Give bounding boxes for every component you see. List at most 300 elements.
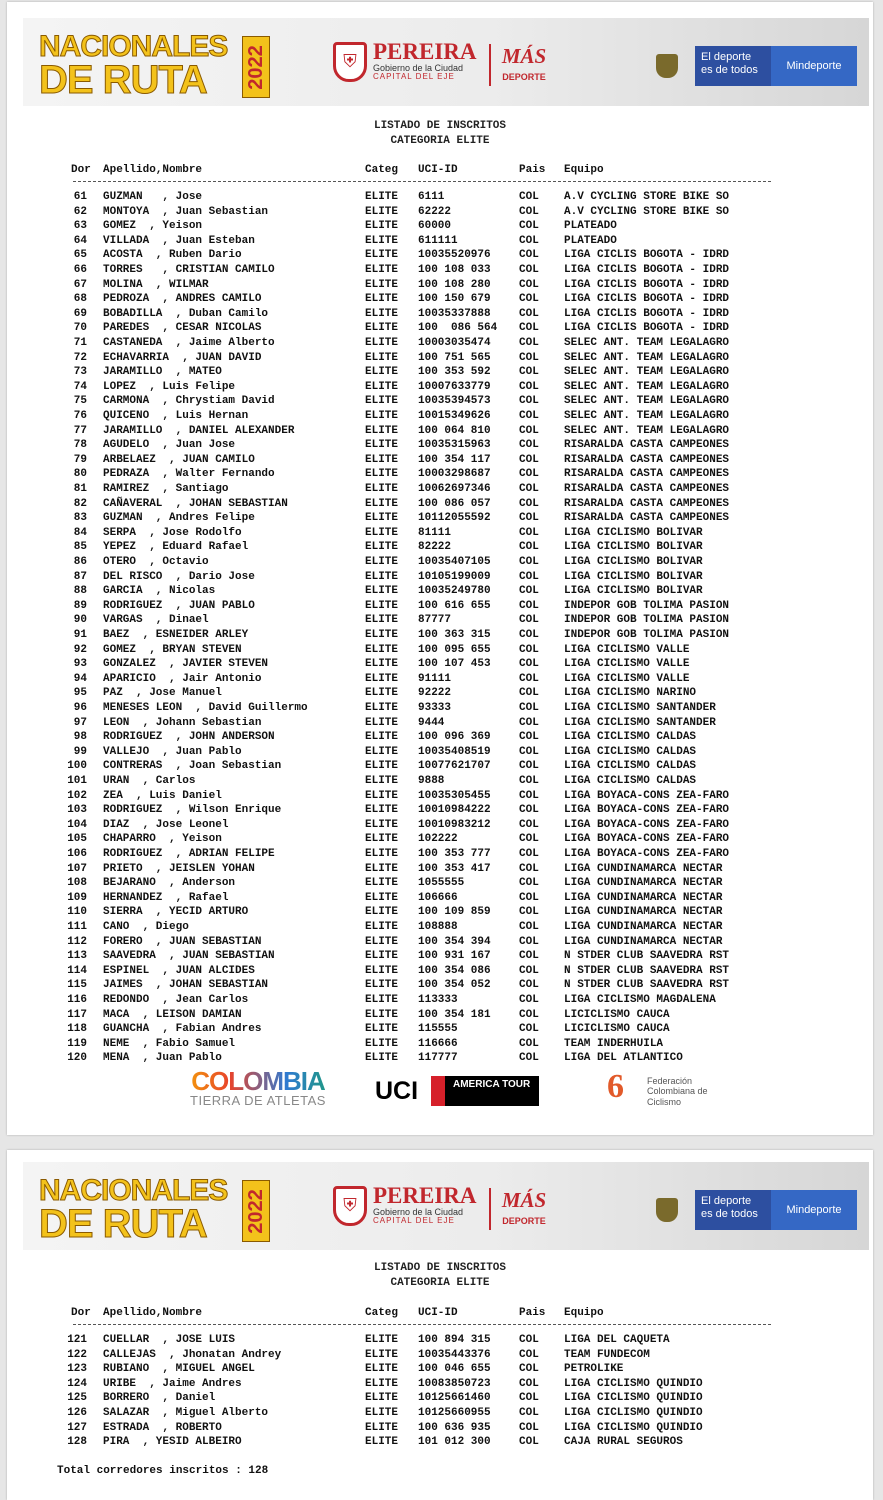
rider-team: A.V CYCLING STORE BIKE SO xyxy=(564,191,730,203)
rider-category: ELITE xyxy=(365,1334,399,1346)
rider-country: COL xyxy=(519,614,539,627)
event-title-line2: DE RUTA xyxy=(39,1202,207,1246)
rider-name: VARGAS , Dinael xyxy=(103,614,209,627)
rider-name: MACA , LEISON DAMIAN xyxy=(103,1008,242,1021)
rider-country: COL xyxy=(519,322,539,335)
rider-category: ELITE xyxy=(365,818,399,831)
rider-category: ELITE xyxy=(365,585,399,598)
col-categ: Categ xyxy=(365,164,399,176)
rider-name: JARAMILLO , MATEO xyxy=(103,366,222,379)
uci-id: 10035249780 xyxy=(418,585,491,598)
pereira-subtitle: Gobierno de la Ciudad xyxy=(373,63,464,73)
uci-id: 10015349626 xyxy=(418,410,491,422)
rider-team: SELEC ANT. TEAM LEGALAGRO xyxy=(564,395,730,408)
rider-country: COL xyxy=(519,964,539,977)
rider-country: COL xyxy=(519,351,539,364)
table-row xyxy=(65,438,825,453)
bib-number: 92 xyxy=(73,643,87,656)
rider-country: COL xyxy=(519,337,539,349)
uci-id: 116666 xyxy=(418,1037,458,1050)
rider-category: ELITE xyxy=(365,410,399,422)
uci-id: 10003298687 xyxy=(418,468,491,481)
bib-number: 86 xyxy=(73,556,87,568)
rider-team: TEAM FUNDECOM xyxy=(564,1348,650,1361)
rider-country: COL xyxy=(519,307,539,320)
table-row xyxy=(65,467,825,482)
rider-team: LIGA CICLISMO BOLIVAR xyxy=(564,541,703,554)
rider-name: AGUDELO , Juan Jose xyxy=(103,439,236,452)
rider-team: LIGA CICLISMO BOLIVAR xyxy=(564,570,703,583)
list-subtitle: CATEGORIA ELITE xyxy=(390,135,490,147)
rider-country: COL xyxy=(519,979,539,992)
rider-team: N STDER CLUB SAAVEDRA RST xyxy=(564,979,730,992)
pereira-tagline: CAPITAL DEL EJE xyxy=(373,72,455,82)
table-row xyxy=(65,380,825,395)
rider-team: RISARALDA CASTA CAMPEONES xyxy=(564,439,730,452)
uci-id: 62222 xyxy=(418,205,452,218)
bib-number: 85 xyxy=(73,541,87,554)
rider-category: ELITE xyxy=(365,950,399,963)
bib-number: 122 xyxy=(67,1348,87,1361)
uci-id: 10035443376 xyxy=(418,1348,491,1361)
table-row xyxy=(65,920,825,935)
rider-country: COL xyxy=(519,833,539,846)
table-row xyxy=(65,1008,825,1023)
rider-country: COL xyxy=(519,731,539,744)
rider-team: LIGA BOYACA-CONS ZEA-FARO xyxy=(564,818,730,831)
table-row xyxy=(65,672,825,687)
rider-category: ELITE xyxy=(365,672,399,685)
rider-name: APARICIO , Jair Antonio xyxy=(103,672,262,685)
uci-id: 6111 xyxy=(418,191,445,203)
logo-divider xyxy=(489,1188,491,1230)
bib-number: 91 xyxy=(73,629,87,641)
rider-country: COL xyxy=(519,745,539,758)
rider-team: LIGA CICLISMO CALDAS xyxy=(564,731,697,744)
event-year-badge xyxy=(242,1180,270,1242)
rider-name: RODRIGUEZ , JOHN ANDERSON xyxy=(103,731,275,744)
rider-category: ELITE xyxy=(365,483,399,495)
event-title-line2: DE RUTA xyxy=(39,58,207,102)
rider-country: COL xyxy=(519,556,539,568)
rider-country: COL xyxy=(519,541,539,554)
rider-team: LIGA BOYACA-CONS ZEA-FARO xyxy=(564,848,730,860)
uci-id: 100 096 369 xyxy=(418,731,491,744)
rider-category: ELITE xyxy=(365,570,399,583)
uci-id: 10035408519 xyxy=(418,745,491,758)
rider-name: ECHAVARRIA , JUAN DAVID xyxy=(103,351,262,364)
col-nombre: Apellido,Nombre xyxy=(103,164,203,176)
uci-id: 100 107 453 xyxy=(418,658,491,671)
table-row xyxy=(65,847,825,862)
rider-name: CALLEJAS , Jhonatan Andrey xyxy=(103,1348,282,1361)
rider-category: ELITE xyxy=(365,906,399,919)
uci-id: 10125661460 xyxy=(418,1392,491,1405)
bib-number: 93 xyxy=(73,658,87,671)
rider-country: COL xyxy=(519,789,539,802)
uci-id: 100 108 033 xyxy=(418,264,491,276)
rider-country: COL xyxy=(519,205,539,218)
colombia-crest-icon xyxy=(656,54,678,78)
rider-country: COL xyxy=(519,395,539,408)
rider-name: PEDRAZA , Walter Fernando xyxy=(103,468,275,481)
rider-name: GUZMAN , Andres Felipe xyxy=(103,512,255,525)
rider-category: ELITE xyxy=(365,1436,399,1449)
rider-country: COL xyxy=(519,410,539,422)
rider-category: ELITE xyxy=(365,1407,399,1419)
uci-id: 100 086 057 xyxy=(418,497,491,510)
uci-id: 100 354 086 xyxy=(418,964,491,977)
rider-team: LIGA CICLISMO CALDAS xyxy=(564,760,697,773)
bib-number: 98 xyxy=(73,731,87,744)
logo-divider xyxy=(489,44,491,86)
rider-team: LIGA CICLISMO QUINDIO xyxy=(564,1392,703,1405)
table-row xyxy=(65,394,825,409)
table-row xyxy=(65,453,825,468)
table-row xyxy=(65,336,825,351)
col-uci: UCI-ID xyxy=(418,164,458,176)
uci-id: 87777 xyxy=(418,614,452,627)
document-page-2 xyxy=(7,1150,873,1500)
rider-name: JAIMES , JOHAN SEBASTIAN xyxy=(103,979,269,992)
rider-country: COL xyxy=(519,1008,539,1021)
rider-team: LIGA CICLISMO CALDAS xyxy=(564,745,697,758)
rider-team: LIGA BOYACA-CONS ZEA-FARO xyxy=(564,833,730,846)
rider-country: COL xyxy=(519,264,539,276)
uci-id: 10010984222 xyxy=(418,804,491,817)
uci-id: 100 353 417 xyxy=(418,862,491,875)
rider-category: ELITE xyxy=(365,716,399,729)
rider-country: COL xyxy=(519,191,539,203)
rider-name: URAN , Carlos xyxy=(103,775,196,787)
table-row xyxy=(65,628,825,643)
rider-category: ELITE xyxy=(365,220,399,233)
uci-id: 611111 xyxy=(418,234,458,247)
table-row xyxy=(65,949,825,964)
uci-id: 10112055592 xyxy=(418,512,491,525)
rider-country: COL xyxy=(519,877,539,890)
table-row xyxy=(65,935,825,950)
bib-number: 76 xyxy=(73,410,87,422)
rider-team: PLATEADO xyxy=(564,220,617,233)
table-row xyxy=(65,570,825,585)
table-row xyxy=(65,540,825,555)
mas-deporte-logo xyxy=(499,1190,549,1226)
rider-category: ELITE xyxy=(365,848,399,860)
table-row xyxy=(65,803,825,818)
bib-number: 111 xyxy=(67,921,87,933)
bib-number: 124 xyxy=(67,1377,87,1390)
rider-team: SELEC ANT. TEAM LEGALAGRO xyxy=(564,351,730,364)
rider-name: VALLEJO , Juan Pablo xyxy=(103,745,242,758)
rider-country: COL xyxy=(519,1363,539,1376)
bib-number: 83 xyxy=(73,512,87,525)
rider-name: BAEZ , ESNEIDER ARLEY xyxy=(103,629,249,641)
pereira-title: PEREIRA xyxy=(373,1183,477,1208)
table-row xyxy=(65,424,825,439)
colombia-logo xyxy=(173,1068,343,1108)
rider-country: COL xyxy=(519,804,539,817)
bib-number: 61 xyxy=(73,191,87,203)
uci-id: 100 354 394 xyxy=(418,935,491,948)
bib-number: 69 xyxy=(73,307,87,320)
federacion-logo xyxy=(607,1068,717,1112)
uci-id: 100 108 280 xyxy=(418,278,491,291)
table-row xyxy=(65,263,825,278)
uci-id: 10083850723 xyxy=(418,1377,491,1390)
rider-name: CAÑAVERAL , JOHAN SEBASTIAN xyxy=(103,497,288,510)
rider-name: LEON , Johann Sebastian xyxy=(103,716,262,729)
table-row xyxy=(65,862,825,877)
rider-name: BORRERO , Daniel xyxy=(103,1392,216,1405)
rider-category: ELITE xyxy=(365,1363,399,1376)
uci-id: 100 363 315 xyxy=(418,629,491,641)
rider-country: COL xyxy=(519,1348,539,1361)
col-pais: Pais xyxy=(519,164,546,176)
bib-number: 118 xyxy=(67,1023,87,1036)
rider-name: PAREDES , CESAR NICOLAS xyxy=(103,322,262,335)
bib-number: 78 xyxy=(73,439,87,452)
bib-number: 102 xyxy=(67,789,87,802)
rider-team: RISARALDA CASTA CAMPEONES xyxy=(564,453,730,466)
uci-id: 113333 xyxy=(418,994,458,1006)
uci-id: 106666 xyxy=(418,891,458,904)
table-row xyxy=(65,409,825,424)
rider-team: LIGA CICLIS BOGOTA - IDRD xyxy=(564,249,730,262)
table-row xyxy=(65,365,825,380)
col-uci: UCI-ID xyxy=(418,1307,458,1319)
rider-name: NEME , Fabio Samuel xyxy=(103,1037,236,1050)
rider-name: JARAMILLO , DANIEL ALEXANDER xyxy=(103,424,295,437)
rider-category: ELITE xyxy=(365,351,399,364)
col-dor: Dor xyxy=(71,1307,91,1319)
colombia-subtitle: TIERRA DE ATLETAS xyxy=(190,1093,326,1108)
rider-team: LIGA CICLISMO QUINDIO xyxy=(564,1421,703,1434)
pereira-tagline: CAPITAL DEL EJE xyxy=(373,1216,455,1226)
rider-country: COL xyxy=(519,380,539,393)
table-row xyxy=(65,643,825,658)
rider-country: COL xyxy=(519,760,539,773)
bib-number: 109 xyxy=(67,891,87,904)
rider-category: ELITE xyxy=(365,497,399,510)
uci-id: 10062697346 xyxy=(418,483,491,495)
colombia-title: COLOMBIA xyxy=(173,1068,343,1094)
bib-number: 116 xyxy=(67,994,87,1006)
bib-number: 112 xyxy=(67,935,87,948)
rider-name: CONTRERAS , Joan Sebastian xyxy=(103,760,282,773)
table-row xyxy=(65,789,825,804)
rider-team: N STDER CLUB SAAVEDRA RST xyxy=(564,950,730,963)
uci-id: 10035520976 xyxy=(418,249,491,262)
table-row xyxy=(65,219,825,234)
rider-name: RODRIGUEZ , JUAN PABLO xyxy=(103,599,255,612)
bib-number: 90 xyxy=(73,614,87,627)
rider-category: ELITE xyxy=(365,322,399,335)
rider-name: RAMIREZ , Santiago xyxy=(103,483,229,495)
rider-country: COL xyxy=(519,453,539,466)
mas-subtitle: DEPORTE xyxy=(502,1216,546,1226)
rider-team: LIGA CICLIS BOGOTA - IDRD xyxy=(564,264,730,276)
rider-category: ELITE xyxy=(365,833,399,846)
rider-team: LICICLISMO CAUCA xyxy=(564,1023,670,1036)
rider-category: ELITE xyxy=(365,234,399,247)
rider-name: CUELLAR , JOSE LUIS xyxy=(103,1334,236,1346)
deporte-de-todos-badge: El deporte es de todos xyxy=(695,46,771,86)
table-row xyxy=(65,599,825,614)
rider-name: GUZMAN , Jose xyxy=(103,191,203,203)
rider-category: ELITE xyxy=(365,293,399,306)
rider-name: OTERO , Octavio xyxy=(103,556,209,568)
bib-number: 99 xyxy=(73,745,87,758)
bib-number: 62 xyxy=(73,205,87,218)
event-title-line1: NACIONALES xyxy=(39,1174,228,1207)
rider-category: ELITE xyxy=(365,994,399,1006)
rider-country: COL xyxy=(519,497,539,510)
rider-category: ELITE xyxy=(365,191,399,203)
col-pais: Pais xyxy=(519,1307,546,1319)
uci-id: 81111 xyxy=(418,526,452,539)
bib-number: 128 xyxy=(67,1436,87,1449)
rider-country: COL xyxy=(519,599,539,612)
uci-id: 100 046 655 xyxy=(418,1363,491,1376)
rider-name: TORRES , CRISTIAN CAMILO xyxy=(103,264,275,276)
table-row xyxy=(65,292,825,307)
rider-category: ELITE xyxy=(365,979,399,992)
rider-category: ELITE xyxy=(365,453,399,466)
table-row xyxy=(65,818,825,833)
uci-id: 10035337888 xyxy=(418,307,491,320)
rider-team: LIGA CICLISMO BOLIVAR xyxy=(564,526,703,539)
rider-category: ELITE xyxy=(365,307,399,320)
rider-country: COL xyxy=(519,629,539,641)
mas-deporte-logo xyxy=(499,46,549,82)
list-heading xyxy=(7,119,873,149)
uci-id: 102222 xyxy=(418,833,458,846)
rider-name: SIERRA , YECID ARTURO xyxy=(103,906,249,919)
rider-name: ESPINEL , JUAN ALCIDES xyxy=(103,964,255,977)
pereira-title: PEREIRA xyxy=(373,39,477,64)
fcc-text: Federación Colombiana de Ciclismo xyxy=(647,1076,708,1107)
rider-name: SERPA , Jose Rodolfo xyxy=(103,526,242,539)
table-row xyxy=(65,978,825,993)
rider-category: ELITE xyxy=(365,1023,399,1036)
list-subtitle: CATEGORIA ELITE xyxy=(390,1277,490,1289)
bib-number: 100 xyxy=(67,760,87,773)
bib-number: 97 xyxy=(73,716,87,729)
list-title: LISTADO DE INSCRITOS xyxy=(373,120,507,132)
uci-id: 9888 xyxy=(418,775,445,787)
uci-id: 10125660955 xyxy=(418,1407,491,1419)
total-riders: Total corredores inscritos : 128 xyxy=(57,1465,269,1477)
bib-number: 96 xyxy=(73,702,87,714)
rider-team: RISARALDA CASTA CAMPEONES xyxy=(564,468,730,481)
table-row xyxy=(65,1435,825,1450)
bib-number: 88 xyxy=(73,585,87,598)
bib-number: 107 xyxy=(67,862,87,875)
bib-number: 127 xyxy=(67,1421,87,1434)
table-row xyxy=(65,993,825,1008)
rider-country: COL xyxy=(519,716,539,729)
rider-category: ELITE xyxy=(365,278,399,291)
rider-category: ELITE xyxy=(365,395,399,408)
bib-number: 123 xyxy=(67,1363,87,1376)
bib-number: 75 xyxy=(73,395,87,408)
rider-name: GONZALEZ , JAVIER STEVEN xyxy=(103,658,269,671)
rider-country: COL xyxy=(519,468,539,481)
rider-team: INDEPOR GOB TOLIMA PASION xyxy=(564,599,730,612)
rider-name: LOPEZ , Luis Felipe xyxy=(103,380,236,393)
rider-name: PRIETO , JEISLEN YOHAN xyxy=(103,862,255,875)
rider-category: ELITE xyxy=(365,702,399,714)
header-separator xyxy=(73,1324,771,1325)
rider-team: RISARALDA CASTA CAMPEONES xyxy=(564,497,730,510)
table-row xyxy=(65,511,825,526)
rider-country: COL xyxy=(519,672,539,685)
rider-team: LIGA CICLISMO VALLE xyxy=(564,672,690,685)
uci-id: 100 064 810 xyxy=(418,424,491,437)
bib-number: 81 xyxy=(73,483,87,495)
rider-team: LIGA CUNDINAMARCA NECTAR xyxy=(564,862,723,875)
rider-team: RISARALDA CASTA CAMPEONES xyxy=(564,512,730,525)
rider-category: ELITE xyxy=(365,614,399,627)
pereira-shield-icon: ⛨ xyxy=(333,42,367,82)
rider-team: LIGA CICLISMO NARINO xyxy=(564,687,697,700)
uci-tour-badge: AMERICA TOUR xyxy=(431,1076,539,1106)
table-row xyxy=(65,555,825,570)
uci-id: 10077621707 xyxy=(418,760,491,773)
rider-team: PETROLIKE xyxy=(564,1363,624,1376)
uci-id: 117777 xyxy=(418,1052,458,1065)
bib-number: 73 xyxy=(73,366,87,379)
rider-country: COL xyxy=(519,1334,539,1346)
rider-team: LIGA CICLIS BOGOTA - IDRD xyxy=(564,278,730,291)
rider-name: ZEA , Luis Daniel xyxy=(103,789,222,802)
rider-country: COL xyxy=(519,512,539,525)
list-title: LISTADO DE INSCRITOS xyxy=(373,1262,507,1274)
uci-id: 100 109 859 xyxy=(418,906,491,919)
rider-country: COL xyxy=(519,220,539,233)
uci-america-tour-logo xyxy=(375,1074,543,1108)
rider-team: SELEC ANT. TEAM LEGALAGRO xyxy=(564,410,730,422)
table-row xyxy=(65,701,825,716)
rider-category: ELITE xyxy=(365,789,399,802)
bib-number: 94 xyxy=(73,672,87,685)
rider-name: REDONDO , Jean Carlos xyxy=(103,994,249,1006)
table-row xyxy=(65,876,825,891)
rider-country: COL xyxy=(519,278,539,291)
bib-number: 68 xyxy=(73,293,87,306)
rider-country: COL xyxy=(519,643,539,656)
event-year: 2022 xyxy=(244,44,267,90)
uci-id: 10035407105 xyxy=(418,556,491,568)
rider-name: ESTRADA , ROBERTO xyxy=(103,1421,222,1434)
bib-number: 66 xyxy=(73,264,87,276)
table-row xyxy=(65,657,825,672)
uci-id: 100 616 655 xyxy=(418,599,491,612)
bib-number: 70 xyxy=(73,322,87,335)
mindeporte-badge: Mindeporte xyxy=(771,1190,857,1230)
rider-category: ELITE xyxy=(365,337,399,349)
uci-id: 100 354 117 xyxy=(418,453,491,466)
pereira-logo xyxy=(373,40,483,90)
bib-number: 119 xyxy=(67,1037,87,1050)
rider-team: LIGA CICLISMO MAGDALENA xyxy=(564,994,716,1006)
rider-team: LICICLISMO CAUCA xyxy=(564,1008,670,1021)
rider-name: SALAZAR , Miguel Alberto xyxy=(103,1407,269,1419)
col-nombre: Apellido,Nombre xyxy=(103,1307,203,1319)
uci-id: 100 095 655 xyxy=(418,643,491,656)
uci-id: 91111 xyxy=(418,672,452,685)
